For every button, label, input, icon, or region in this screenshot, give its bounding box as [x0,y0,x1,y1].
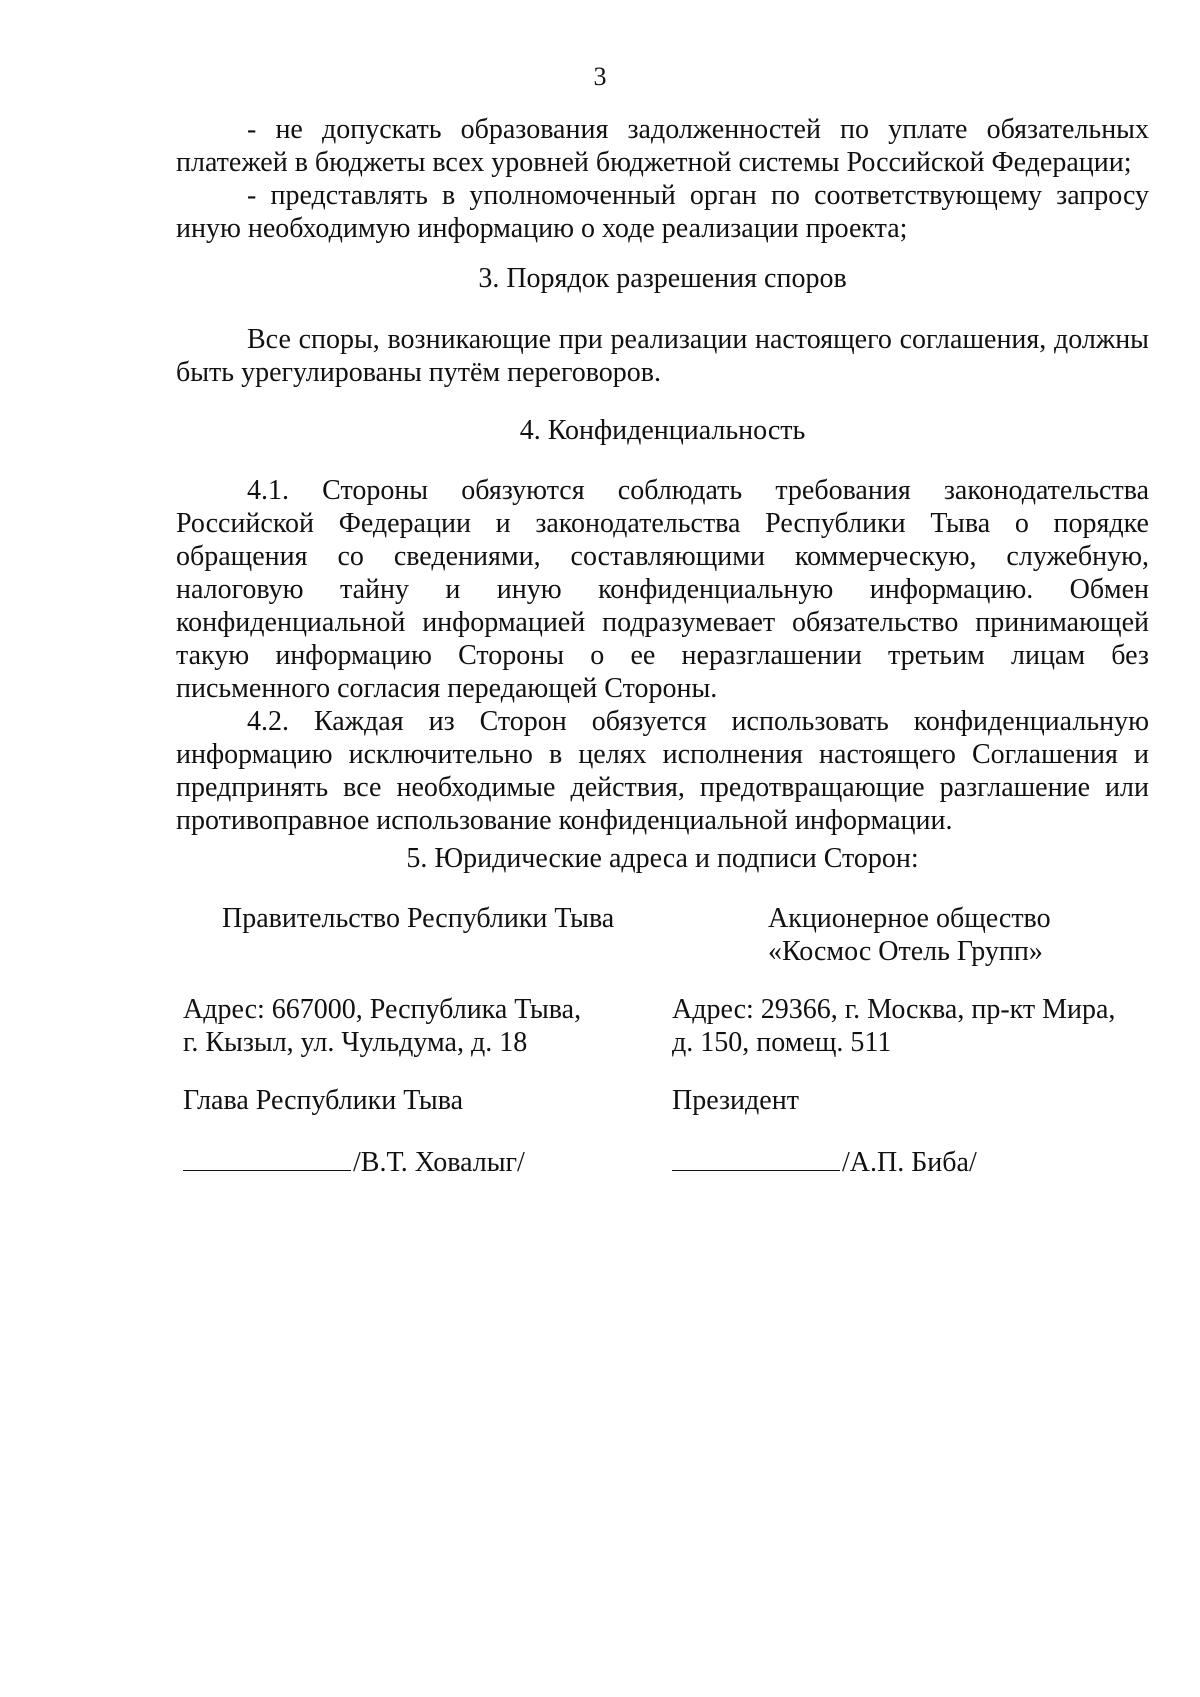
section-3-heading: 3. Порядок разрешения споров [478,263,847,294]
right-party-address [672,993,1115,1059]
right-party-name [768,902,1051,968]
section-3-body [176,323,1149,389]
left-signature-block [183,1144,525,1179]
left-party-address [183,993,581,1059]
section-4-body [176,474,1149,837]
section-4-paragraph-2: 4.2. Каждая из Сторон обязуется использовать конфиденциальную информацию исключительно в целях исполнения настоящего Соглашения и предпринять все необходимые действия, предотвращающие разглашение или противоправное использование конфиденциальной информации. [176,706,1149,836]
right-party-line-2: «Космос Отель Групп» [768,936,1043,967]
obligations-list [176,113,1149,245]
right-party-line-1: Акционерное общество [768,903,1051,934]
right-signatory-position: Президент [672,1085,799,1116]
right-address-line-1: Адрес: 29366, г. Москва, пр-кт Мира, [672,994,1116,1025]
page-number: 3 [593,62,607,91]
left-signature-line [183,1144,351,1171]
left-signatory-position: Глава Республики Тыва [183,1085,464,1116]
obligation-provide-information: - представлять в уполномоченный орган по соответствующему запросу иную необходимую информацию о ходе реализации проекта; [176,180,1149,244]
left-address-line-1: Адрес: 667000, Республика Тыва, [183,994,582,1025]
section-5-heading: 5. Юридические адреса и подписи Сторон: [406,843,919,874]
right-address-line-2: д. 150, помещ. 511 [672,1027,892,1058]
section-4-heading: 4. Конфиденциальность [519,415,806,446]
left-party-name: Правительство Республики Тыва [222,903,615,934]
right-signature-line [672,1144,840,1171]
section-4-paragraph-1: 4.1. Стороны обязуются соблюдать требования законодательства Российской Федерации и законодательства Республики Тыва о порядке обращения со сведениями, составляющими коммерческую, служебную, налоговую тайну и иную конфиденциальную информацию. Обмен конфиденциальной информацией подразумевает обязательство принимающей такую информацию Стороны о ее неразглашении третьим лицам без письменного согласия передающей Стороны. [176,475,1149,704]
section-3-paragraph: Все споры, возникающие при реализации настоящего соглашения, должны быть урегулированы путём переговоров. [176,324,1149,388]
left-signatory-name: /В.Т. Ховалыг/ [353,1147,525,1178]
right-signature-block [672,1144,977,1179]
left-address-line-2: г. Кызыл, ул. Чульдума, д. 18 [183,1027,528,1058]
right-signatory-name: /А.П. Биба/ [842,1147,977,1178]
obligation-no-tax-debt: - не допускать образования задолженностей по уплате обязательных платежей в бюджеты всех уровней бюджетной системы Российской Федерации; [176,114,1149,178]
